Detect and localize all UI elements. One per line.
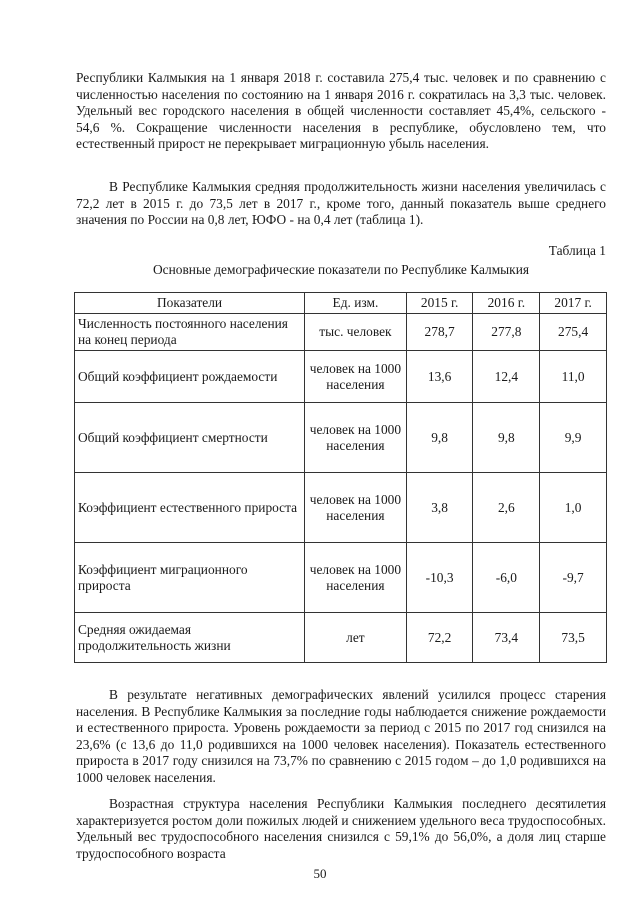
row-name: Общий коэффициент смертности <box>75 403 305 473</box>
row-name: Коэффициент миграционного прироста <box>75 543 305 613</box>
header-2016: 2016 г. <box>473 293 540 314</box>
table-row <box>75 351 607 403</box>
value-2015: 9,8 <box>406 403 473 473</box>
value-2015: 72,2 <box>406 613 473 663</box>
paragraph-population: Республики Калмыкия на 1 января 2018 г. составила 275,4 тыс. человек и по сравнению с численностью населения по состоянию на 1 января 2016 г. сократилась на 3,3 тыс. человек. Удельный вес городского населения в общей численности составляет 45,4%, сельского - 54,6 %. Сокращение численности населения в республике, обусловлено тем, что естественный прирост не перекрывает миграционную убыль населения. <box>76 70 606 151</box>
table-title: Основные демографические показатели по Республике Калмыкия <box>152 262 530 277</box>
table-number: Таблица 1 <box>548 243 606 258</box>
demographic-table <box>74 292 607 663</box>
paragraph-life-expectancy: В Республике Калмыкия средняя продолжительность жизни населения увеличилась с 72,2 лет в 2015 г. до 73,5 лет в 2017 г., кроме того, данный показатель выше среднего значения по России на 0,8 лет, ЮФО - на 0,4 лет (таблица 1). <box>76 179 606 227</box>
row-unit: человек на 1000 населения <box>305 403 407 473</box>
row-name: Средняя ожидаемая продолжительность жизни <box>75 613 305 663</box>
value-2016: 277,8 <box>473 314 540 351</box>
value-2017: -9,7 <box>540 543 607 613</box>
row-name: Общий коэффициент рождаемости <box>75 351 305 403</box>
row-unit: человек на 1000 населения <box>305 543 407 613</box>
row-unit: лет <box>305 613 407 663</box>
header-2017: 2017 г. <box>540 293 607 314</box>
value-2017: 1,0 <box>540 473 607 543</box>
header-indicator: Показатели <box>75 293 305 314</box>
header-2015: 2015 г. <box>406 293 473 314</box>
page-number: 50 <box>313 866 327 881</box>
value-2015: -10,3 <box>406 543 473 613</box>
paragraph-aging: В результате негативных демографических явлений усилился процесс старения населения. В Республике Калмыкия за последние годы наблюдается снижение рождаемости и естественного прироста. Уровень рождаемости за период с 2015 по 2017 год снизился на 23,6% (с 13,6 до 11,0 родившихся на 1000 человек населения). Показатель естественного прироста в 2017 году снизился на 73,7% по сравнению с 2015 годом – до 1,0 родившихся на 1000 человек населения. <box>76 687 606 785</box>
value-2015: 278,7 <box>406 314 473 351</box>
paragraph-age-structure: Возрастная структура населения Республики Калмыкия последнего десятилетия характеризуется ростом доли пожилых людей и снижением удельного веса трудоспособных. Удельный вес трудоспособного населения снизился с 59,1% до 56,0%, а доля лиц старше трудоспособного возраста <box>76 796 606 861</box>
row-name: Численность постоянного населения на конец периода <box>75 314 305 351</box>
value-2016: 9,8 <box>473 403 540 473</box>
value-2016: 12,4 <box>473 351 540 403</box>
value-2015: 3,8 <box>406 473 473 543</box>
value-2017: 275,4 <box>540 314 607 351</box>
row-unit: человек на 1000 населения <box>305 351 407 403</box>
value-2015: 13,6 <box>406 351 473 403</box>
value-2017: 9,9 <box>540 403 607 473</box>
row-unit: тыс. человек <box>305 314 407 351</box>
value-2017: 11,0 <box>540 351 607 403</box>
value-2016: 2,6 <box>473 473 540 543</box>
value-2016: -6,0 <box>473 543 540 613</box>
table-row <box>75 543 607 613</box>
row-unit: человек на 1000 населения <box>305 473 407 543</box>
value-2017: 73,5 <box>540 613 607 663</box>
table-row <box>75 403 607 473</box>
header-unit: Ед. изм. <box>305 293 407 314</box>
row-name: Коэффициент естественного прироста <box>75 473 305 543</box>
table-row <box>75 613 607 663</box>
table-row <box>75 314 607 351</box>
value-2016: 73,4 <box>473 613 540 663</box>
table-header-row <box>75 293 607 314</box>
table-row <box>75 473 607 543</box>
